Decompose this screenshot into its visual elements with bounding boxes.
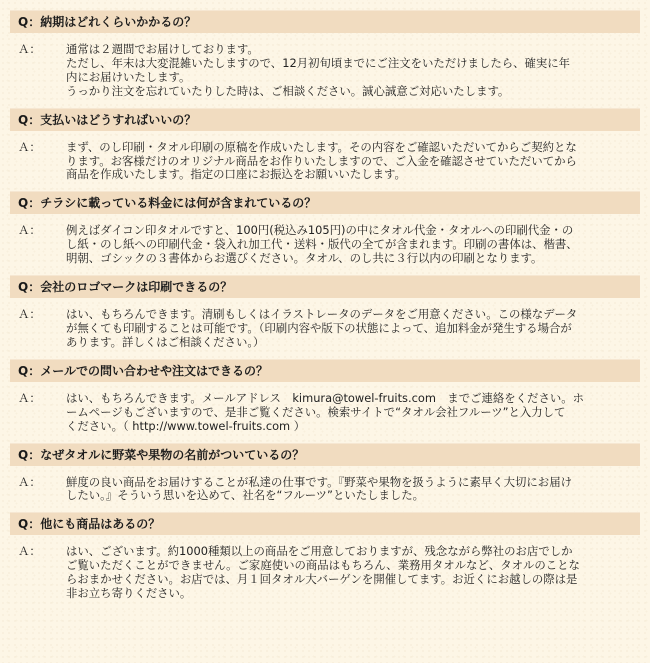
question-text: メールでの問い合わせや注文はできるの？ bbox=[40, 363, 268, 378]
faq-item-payment bbox=[10, 108, 640, 192]
question-heading bbox=[10, 512, 640, 535]
faq-item-flyer-price bbox=[10, 191, 640, 275]
answer-prefix: Ａ： bbox=[18, 544, 41, 559]
answer-line: ります。お客様だけのオリジナル商品をお作りいたしますので、ご入金を確認させていただいてから bbox=[66, 153, 577, 168]
question-heading bbox=[10, 108, 640, 131]
answer-block bbox=[10, 131, 640, 192]
answer-line: ご覧いただくことができません。ご家庭使いの商品はもちろん、業務用タオルなど、タオルのことな bbox=[66, 558, 580, 573]
faq-item-company-name bbox=[10, 443, 640, 513]
answer-line: したい。』そういう思いを込めて、社名を“フルーツ”といたしました。 bbox=[66, 488, 425, 503]
answer-prefix: Ａ： bbox=[18, 139, 41, 154]
faq-item-email-order bbox=[10, 359, 640, 443]
question-text: 会社のロゴマークは印刷できるの？ bbox=[40, 280, 233, 295]
answer-block bbox=[10, 33, 640, 108]
question-prefix: Q： bbox=[18, 280, 41, 295]
answer-line: はい、ございます。約1000種類以上の商品をご用意しておりますが、残念ながら弊社のお店でしか bbox=[66, 544, 573, 559]
answer-prefix: Ａ： bbox=[18, 42, 41, 56]
answer-line: 例えばダイコン印タオルですと、100円(税込み105円)の中にタオル代金・タオルへの印刷代金・の bbox=[66, 223, 574, 238]
faq-item-logo-printing bbox=[10, 275, 640, 359]
answer-prefix: Ａ： bbox=[18, 390, 41, 405]
question-prefix: Q： bbox=[18, 196, 41, 211]
question-heading bbox=[10, 443, 640, 466]
answer-block bbox=[10, 382, 640, 443]
answer-line: あります。詳しくはご相談ください。） bbox=[66, 334, 265, 349]
answer-line: が無くても印刷することは可能です。（印刷内容や版下の状態によって、追加料金が発生する場合が bbox=[66, 320, 572, 335]
answer-block bbox=[10, 298, 640, 359]
answer-block bbox=[10, 214, 640, 275]
answer-line: ください。（ http://www.towel-fruits.com ） bbox=[66, 418, 306, 433]
faq-list bbox=[10, 10, 640, 610]
answer-line: し紙・のし紙への印刷代金・袋入れ加工代・送料・版代の全てが含まれます。印刷の書体は、楷書、 bbox=[66, 237, 578, 252]
answer-line: ームページもございますので、是非ご覧ください。検索サイトで“タオル会社フルーツ”と入力して bbox=[66, 404, 566, 419]
question-text: 納期はどれくらいかかるの？ bbox=[40, 15, 197, 29]
question-prefix: Q： bbox=[18, 517, 41, 532]
question-prefix: Q： bbox=[18, 15, 41, 29]
answer-line: ただし、年末は大変混雑いたしますので、12月初旬頃までにご注文をいただけましたら、確実に年 bbox=[66, 55, 571, 70]
answer-line: 非お立ち寄りください。 bbox=[66, 586, 192, 601]
answer-line: 明朝、ゴシックの３書体からお選びください。タオル、のし共に３行以内の印刷となります。 bbox=[66, 251, 543, 266]
answer-line: 商品を作成いたします。指定の口座にお振込をお願いいたします。 bbox=[66, 167, 406, 182]
answer-line: らおまかせください。お店では、月１回タオル大バーゲンを開催してます。お近くにお越しの際は是 bbox=[66, 572, 578, 587]
question-text: なぜタオルに野菜や果物の名前がついているの？ bbox=[40, 447, 305, 462]
question-heading bbox=[10, 10, 640, 33]
faq-item-other-products bbox=[10, 512, 640, 610]
answer-line: まず、のし印刷・タオル印刷の原稿を作成いたします。その内容をご確認いただいてからご契約とな bbox=[66, 139, 577, 154]
question-prefix: Q： bbox=[18, 112, 41, 127]
faq-item-delivery-time bbox=[10, 10, 640, 108]
answer-line: はい、もちろんできます。清刷もしくはイラストレータのデータをご用意ください。この様なデータ bbox=[66, 307, 578, 322]
answer-line: 通常は２週間でお届けしております。 bbox=[66, 42, 259, 56]
question-heading bbox=[10, 359, 640, 382]
answer-prefix: Ａ： bbox=[18, 307, 41, 322]
answer-line: 内にお届けいたします。 bbox=[66, 69, 191, 84]
answer-line: はい、もちろんできます。メールアドレス kimura@towel-fruits.com までご連絡をください。ホ bbox=[66, 390, 585, 405]
answer-prefix: Ａ： bbox=[18, 474, 41, 489]
question-heading bbox=[10, 191, 640, 214]
answer-line: うっかり注文を忘れていたりした時は、ご相談ください。誠心誠意ご対応いたします。 bbox=[66, 83, 510, 98]
question-prefix: Q： bbox=[18, 447, 41, 462]
answer-line: 鮮度の良い商品をお届けすることが私達の仕事です。『野菜や果物を扱うように素早く大切にお届け bbox=[66, 474, 572, 489]
question-text: 他にも商品はあるの？ bbox=[40, 517, 161, 532]
question-text: チラシに載っている料金には何が含まれているの？ bbox=[40, 196, 317, 211]
question-text: 支払いはどうすればいいの？ bbox=[40, 112, 197, 127]
answer-block bbox=[10, 535, 640, 610]
answer-prefix: Ａ： bbox=[18, 223, 41, 238]
question-heading bbox=[10, 275, 640, 298]
answer-block bbox=[10, 466, 640, 513]
question-prefix: Q： bbox=[18, 363, 41, 378]
